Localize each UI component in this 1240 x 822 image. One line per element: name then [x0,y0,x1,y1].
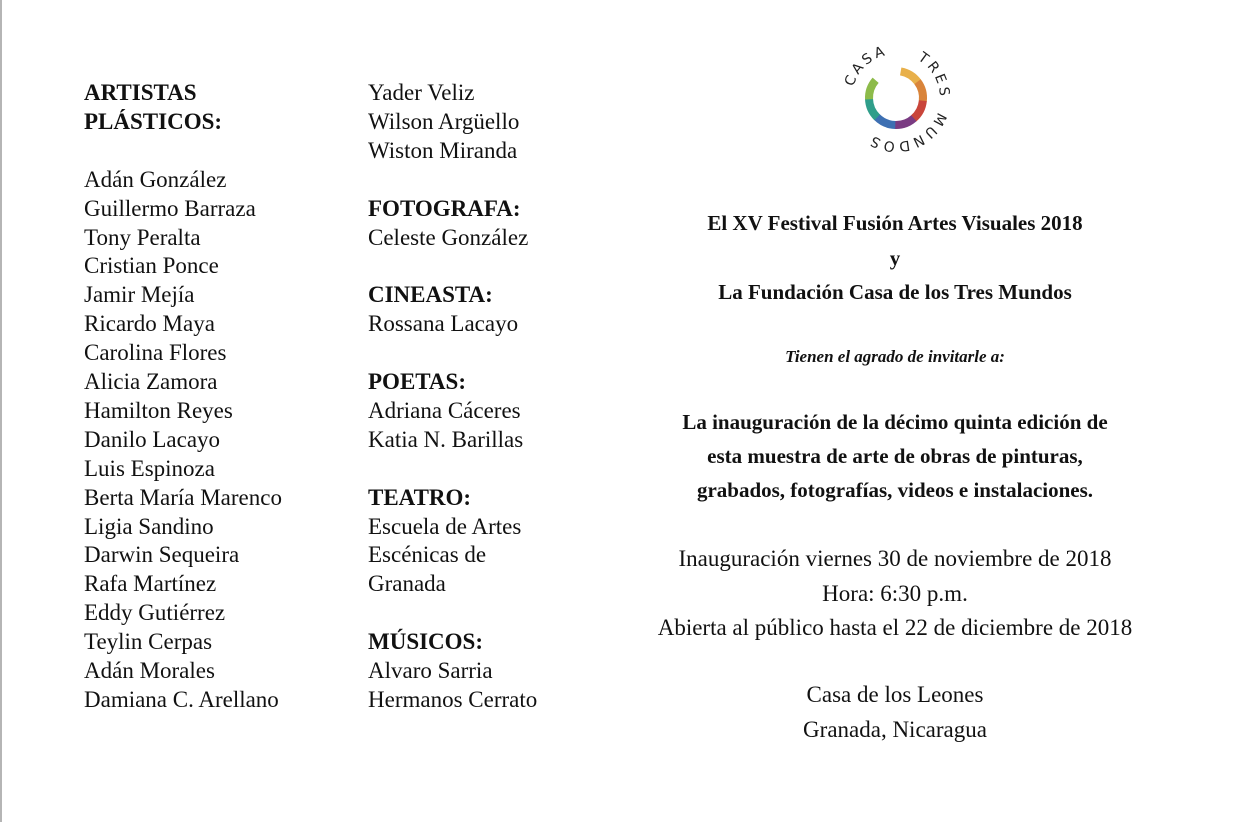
artist-name: Guillermo Barraza [84,195,256,221]
poets-heading: POETAS: [368,369,466,395]
artist-name: Eddy Gutiérrez [84,600,226,626]
logo-arc-segment [918,82,923,101]
artist-name: Wiston Miranda [368,137,518,163]
circular-arc-logo-icon [836,38,956,158]
artist-name: Jamir Mejía [84,282,195,308]
artist-name: Ligia Sandino [84,513,214,539]
theater-heading: TEATRO: [368,484,472,510]
poet-name: Katia N. Barillas [368,426,524,452]
filmmaker-name: Rossana Lacayo [368,311,519,337]
artist-name: Rafa Martínez [84,571,217,597]
poet-name: Adriana Cáceres [368,397,521,423]
logo-arc-segment [901,71,918,82]
logo-arc-segment [869,99,877,117]
artist-name: Danilo Lacayo [84,426,221,452]
artist-name: Adán Morales [84,658,215,684]
festival-title: El XV Festival Fusión Artes Visuales 2018 [707,211,1083,235]
photographer-name: Celeste González [368,224,529,250]
filmmaker-heading: CINEASTA: [368,282,493,308]
logo-color-arc [869,71,923,125]
artist-name: Yader Veliz [368,80,475,105]
artists-heading-line2: PLÁSTICOS: [84,108,223,134]
casa-tres-mundos-logo [836,38,956,158]
description-line: esta muestra de arte de obras de pinturas, [707,444,1083,469]
artist-name: Tony Peralta [84,224,201,250]
foundation-title: La Fundación Casa de los Tres Mundos [718,280,1072,304]
theater-line: Escuela de Artes [368,513,522,539]
artists-column [84,79,354,715]
artist-name: Wilson Argüello [368,108,520,134]
musicians-heading: MÚSICOS: [368,629,484,655]
logo-arc-segment [914,101,923,119]
artist-name: Darwin Sequeira [84,542,240,568]
theater-list [368,513,608,600]
artist-name: Carolina Flores [84,340,227,366]
description-line: grabados, fotografías, videos e instalaciones. [696,478,1094,503]
logo-text-right: MUNDOS [865,109,950,155]
venue-name: Casa de los Leones [806,682,984,707]
musicians-list [368,657,608,715]
description-line: La inauguración de la décimo quinta edición de [682,410,1108,434]
artist-list-continued [368,79,608,166]
title-conjunction: y [889,245,901,270]
artist-name: Teylin Cerpas [84,629,213,655]
opening-date: Inauguración viernes 30 de noviembre de 2018 [678,546,1112,571]
artists-heading-line1: ARTISTAS [84,80,197,105]
logo-text-left: CASA [841,42,890,89]
credits-column [368,79,608,715]
logo-text-top: TRES [915,49,953,100]
artist-name: Berta María Marenco [84,484,282,510]
artist-name: Cristian Ponce [84,253,219,279]
open-until: Abierta al público hasta el 22 de diciembre de 2018 [657,615,1133,640]
musician-name: Hermanos Cerrato [368,686,538,712]
logo-arc-segment [895,118,914,125]
event-details [620,542,1170,646]
artist-name: Damiana C. Arellano [84,687,279,713]
theater-line: Granada [368,571,446,597]
theater-line: Escénicas de [368,542,487,568]
poets-list [368,397,608,455]
event-description [620,405,1170,508]
artist-list [84,166,354,715]
musician-name: Alvaro Sarria [368,658,493,684]
invite-text: Tienen el agrado de invitarle a: [785,347,1005,366]
artist-name: Ricardo Maya [84,311,215,337]
page-left-border [0,0,2,822]
photographer-heading: FOTOGRAFA: [368,195,521,221]
venue-block [620,678,1170,747]
artist-name: Hamilton Reyes [84,397,233,423]
svg-text:CASA [842,43,889,89]
logo-arc-segment [869,80,876,99]
invitation-title [620,206,1170,310]
artist-name: Luis Espinoza [84,455,215,481]
opening-time: Hora: 6:30 p.m. [822,580,968,606]
logo-arc-segment [877,117,896,125]
artist-name: Alicia Zamora [84,369,218,395]
venue-location: Granada, Nicaragua [803,716,987,742]
artist-name: Adán González [84,166,227,192]
